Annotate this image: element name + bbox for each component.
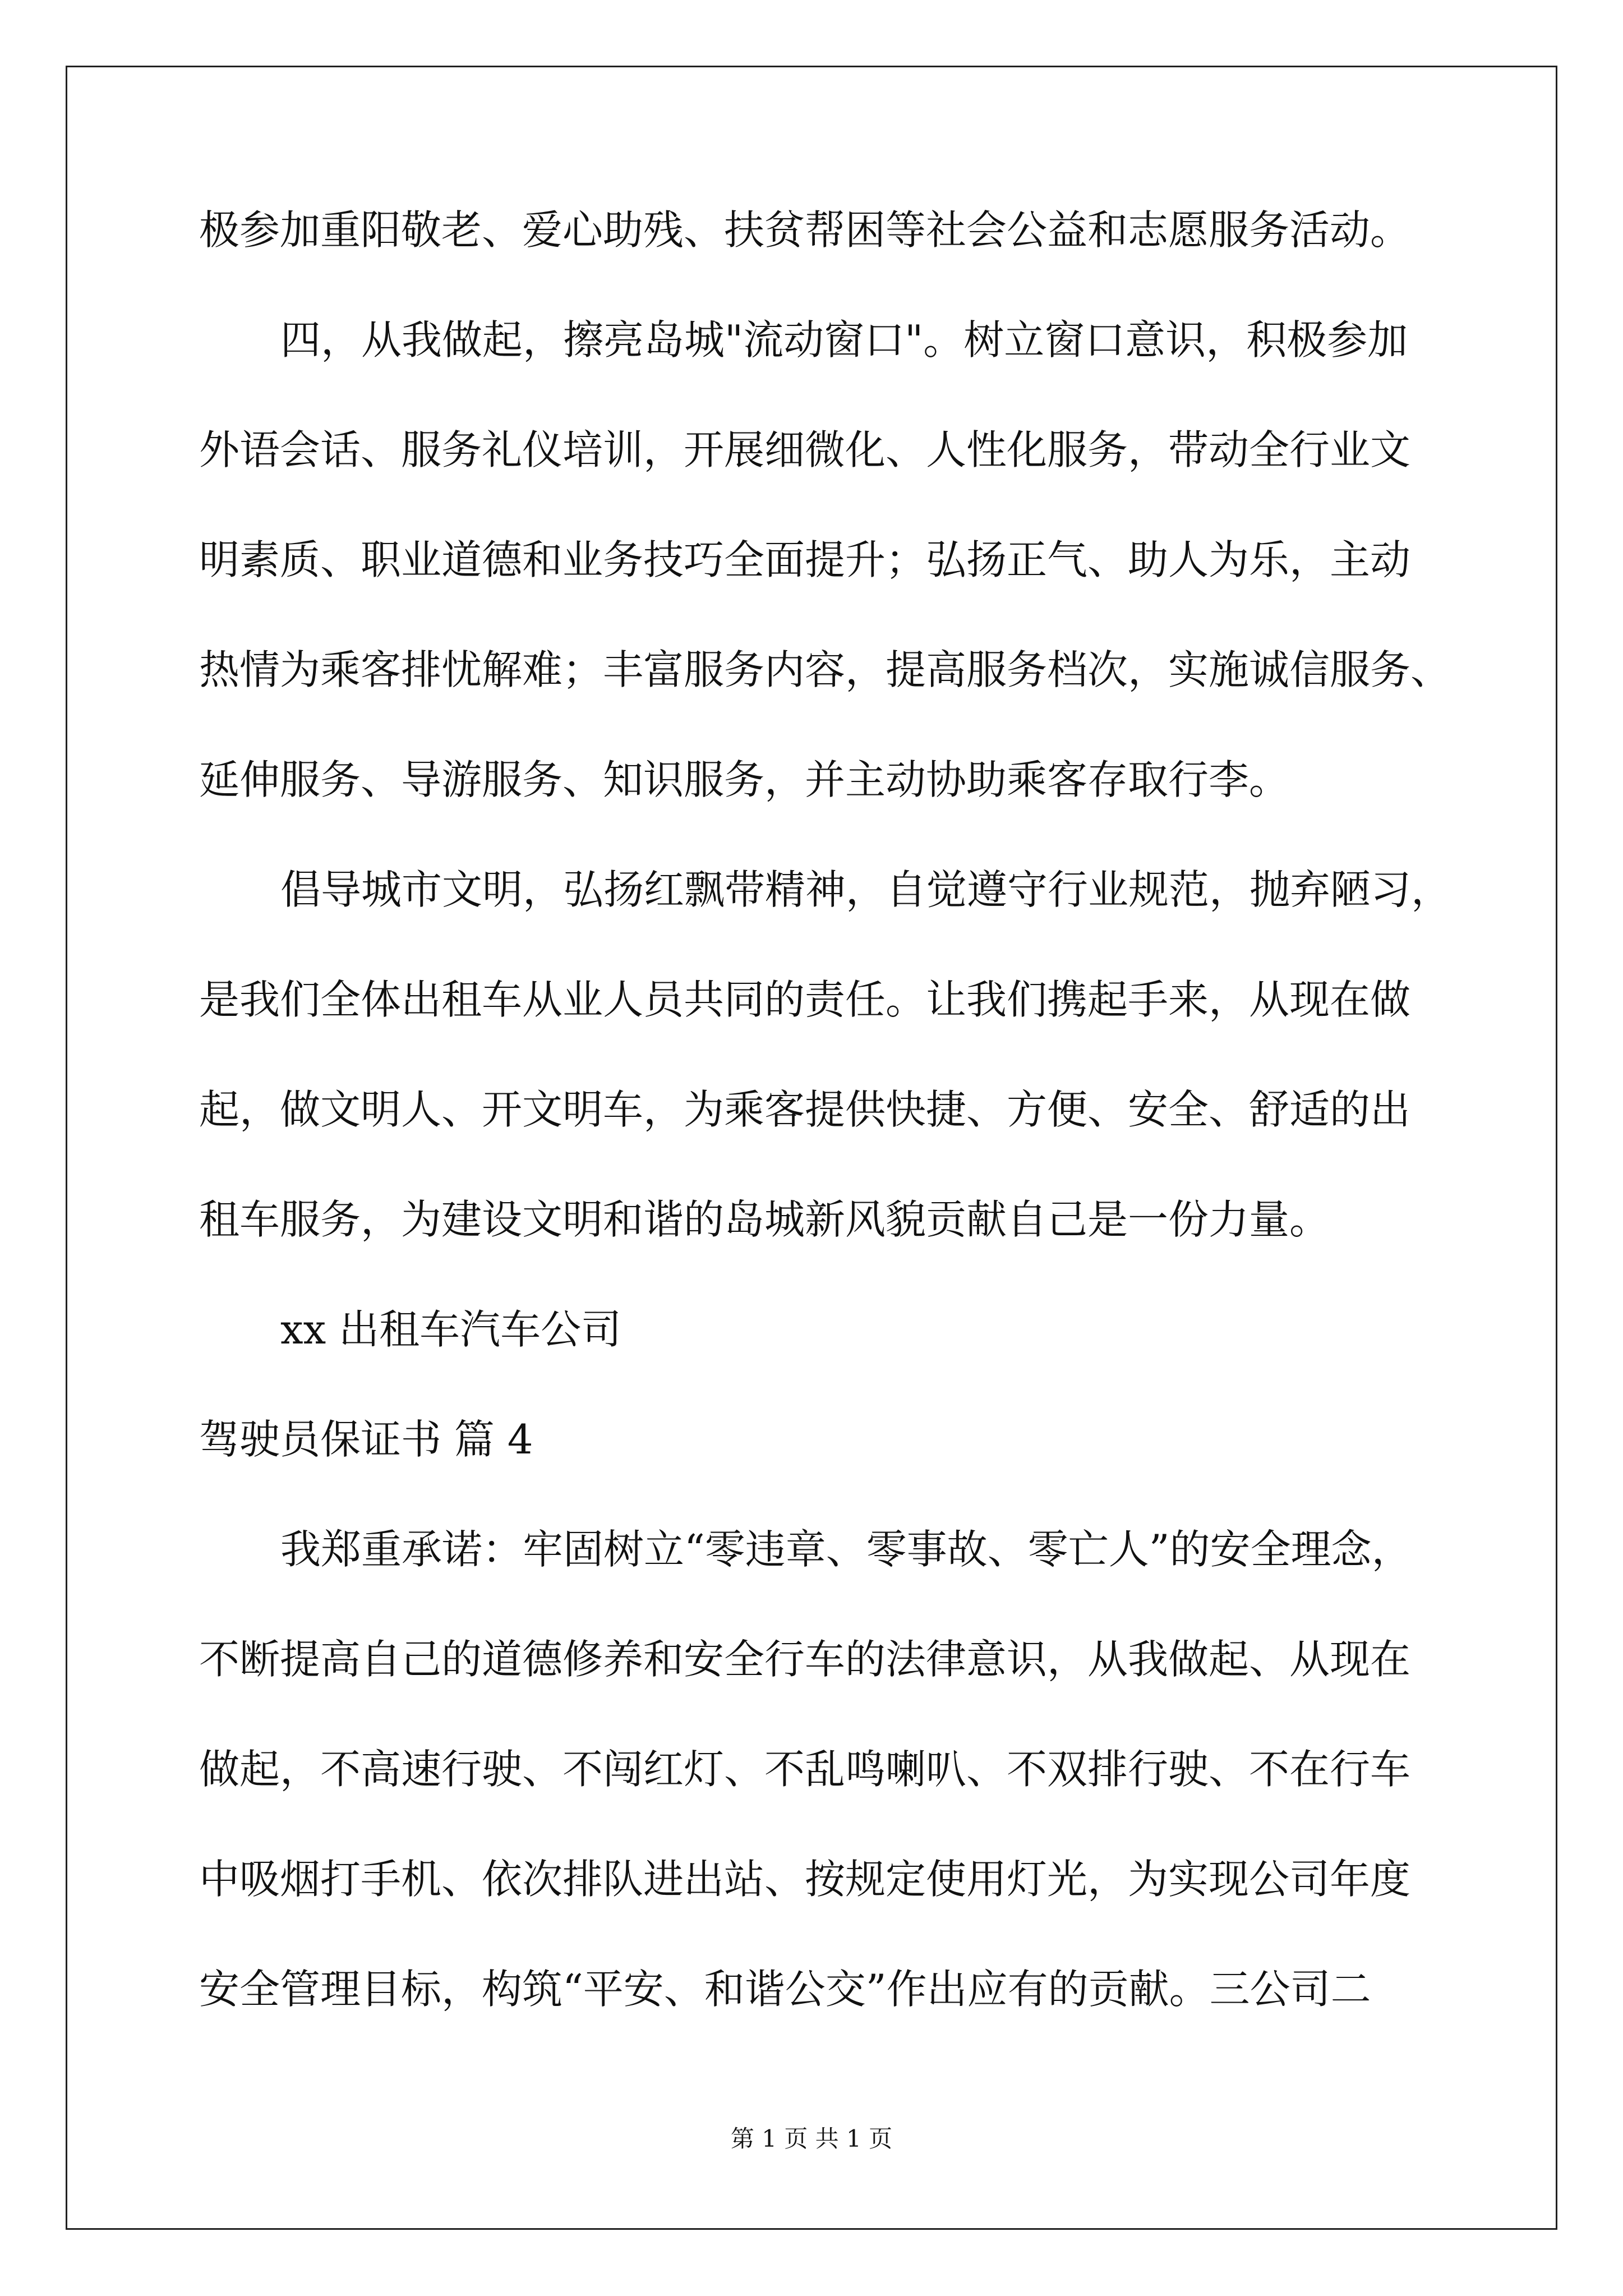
text-line-2: 四，从我做起，擦亮岛城"流动窗口"。树立窗口意识，积极参加 <box>280 316 1408 364</box>
text-line-15: 做起，不高速行驶、不闯红灯、不乱鸣喇叭、不双排行驶、不在行车 <box>199 1746 1411 1793</box>
company-signature: xx 出租车汽车公司 <box>280 1306 622 1353</box>
text-line-3: 外语会话、服务礼仪培训，开展细微化、人性化服务，带动全行业文 <box>199 426 1411 473</box>
text-line-7: 倡导城市文明，弘扬红飘带精神，自觉遵守行业规范，抛弃陋习， <box>280 866 1452 913</box>
text-line-6: 延伸服务、导游服务、知识服务，并主动协助乘客存取行李。 <box>199 756 1290 803</box>
text-line-1: 极参加重阳敬老、爱心助残、扶贫帮困等社会公益和志愿服务活动。 <box>199 206 1411 254</box>
text-line-4: 明素质、职业道德和业务技巧全面提升；弘扬正气、助人为乐，主动 <box>199 536 1411 583</box>
text-line-9: 起，做文明人、开文明车，为乘客提供快捷、方便、安全、舒适的出 <box>199 1086 1411 1133</box>
text-line-14: 不断提高自己的道德修养和安全行车的法律意识，从我做起、从现在 <box>199 1636 1411 1683</box>
page-footer: 第 1 页 共 1 页 <box>730 2125 893 2152</box>
text-line-10: 租车服务，为建设文明和谐的岛城新风貌贡献自己是一份力量。 <box>199 1196 1330 1243</box>
text-line-17: 安全管理目标，构筑“平安、和谐公交”作出应有的贡献。三公司二 <box>199 1966 1371 2013</box>
section-heading: 驾驶员保证书 篇 4 <box>199 1416 533 1463</box>
text-line-5: 热情为乘客排忧解难；丰富服务内容，提高服务档次，实施诚信服务、 <box>199 646 1451 693</box>
text-line-8: 是我们全体出租车从业人员共同的责任。让我们携起手来，从现在做 <box>199 976 1411 1023</box>
text-line-16: 中吸烟打手机、依次排队进出站、按规定使用灯光，为实现公司年度 <box>199 1856 1411 1903</box>
page-border <box>66 66 1557 2230</box>
text-line-13: 我郑重承诺：牢固树立“零违章、零事故、零亡人”的安全理念， <box>280 1526 1412 1573</box>
